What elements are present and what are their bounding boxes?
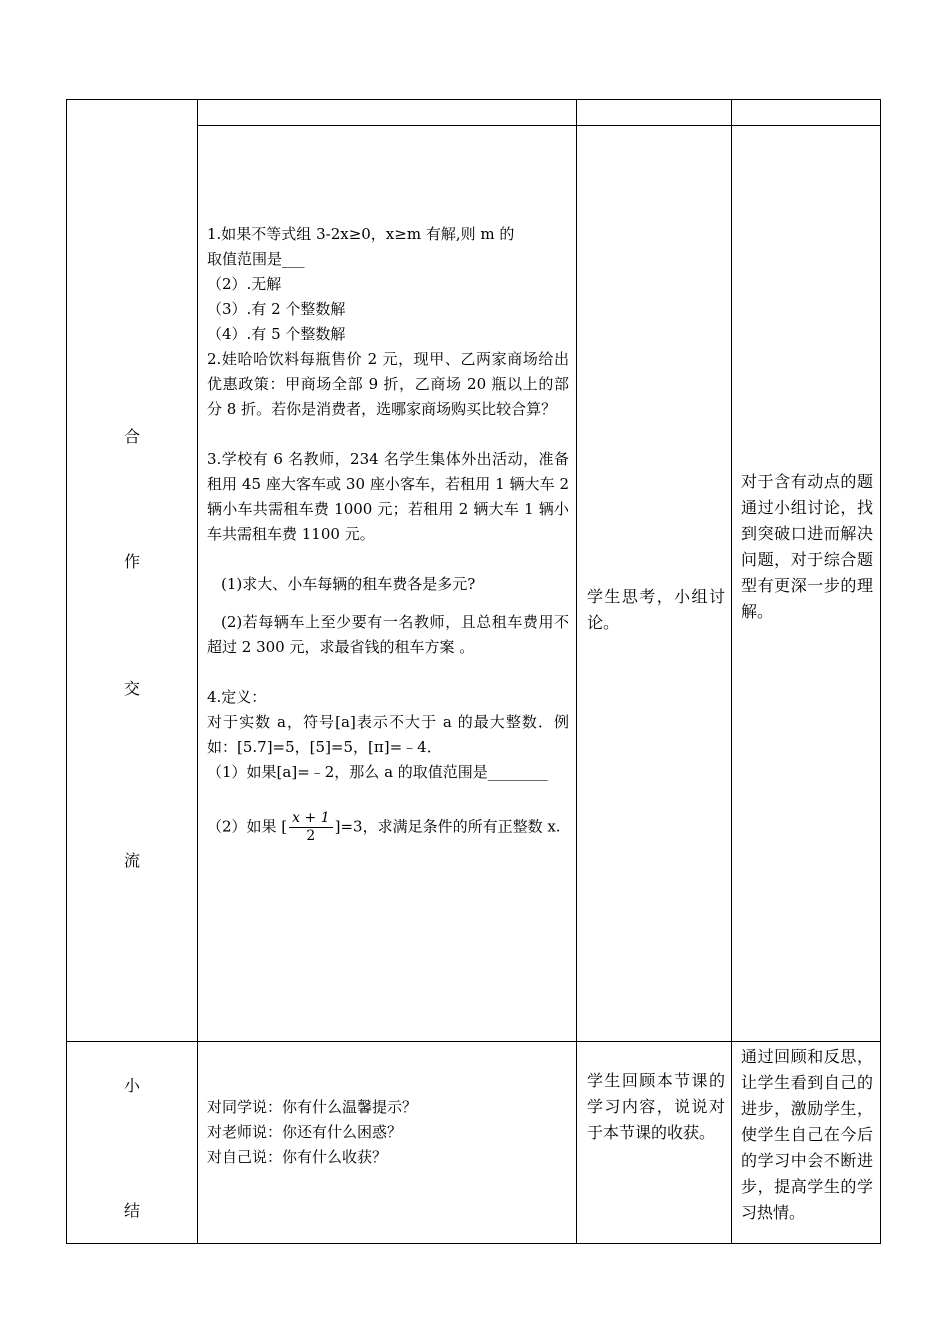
problem-3-question-1: (1)求大、小车每辆的租车费各是多元? xyxy=(221,575,476,593)
summary-design-intent-cell: 通过回顾和反思，让学生看到自己的进步，激励学生，使学生自己在今后的学习中会不断进步，提高学生的学习热情。 xyxy=(741,1047,873,1222)
problem-1-item-3: （3）.有 2 个整数解 xyxy=(207,300,346,318)
q2-prefix: （2）如果 [ xyxy=(207,817,288,836)
problem-3: 3.学校有 6 名教师，234 名学生集体外出活动，准备租用 45 座大客车或 30 座小客车，若租用 1 辆大车 2 辆小车共需租车费 1000 元；若租用 2 辆大车 1 辆小车共需租车费 1100 元。 xyxy=(207,450,569,543)
summary-line-self: 对自己说：你有什么收获？ xyxy=(207,1148,388,1166)
summary-line-teacher: 对老师说：你还有什么困惑？ xyxy=(207,1123,403,1141)
problem-4-title: 4.定义： xyxy=(207,688,267,706)
problem-1-stem: 1.如果不等式组 3-2x≥0，x≥m 有解,则 m 的 xyxy=(207,225,515,243)
stage-char-liu: 流 xyxy=(123,851,140,870)
problem-4-question-2 xyxy=(207,810,569,845)
fraction-denominator: 2 xyxy=(306,828,316,844)
fraction-numerator: x + 1 xyxy=(289,810,332,828)
stage-char-zuo: 作 xyxy=(123,552,140,571)
stage-char-jie: 结 xyxy=(123,1201,140,1220)
problem-3-question-2: (2)若每辆车上至少要有一名教师，且总租车费用不 超过 2 300 元，求最省钱的租车方案 。 xyxy=(207,613,569,656)
fraction xyxy=(289,810,332,845)
lesson-table xyxy=(66,99,881,1244)
problem-4-definition: 对于实数 a，符号[a]表示不大于 a 的最大整数．例如：[5.7]=5，[5]=5，[π]=﹣4． xyxy=(207,713,569,756)
stage-char-xiao: 小 xyxy=(123,1076,140,1095)
problem-1-stem-2: 取值范围是___ xyxy=(207,250,305,268)
problems-cell xyxy=(207,222,569,845)
summary-line-classmates: 对同学说：你有什么温馨提示？ xyxy=(207,1098,418,1116)
design-intent-cell: 对于含有动点的题通过小组讨论，找到突破口进而解决问题，对于综合题型有更深一步的理解。 xyxy=(741,472,873,621)
summary-cell xyxy=(207,1095,569,1170)
summary-student-activity-cell: 学生回顾本节课的学习内容，说说对于本节课的收获。 xyxy=(587,1071,725,1142)
column-divider xyxy=(197,100,198,1243)
problem-4-question-1: （1）如果[a]=﹣2，那么 a 的取值范围是________ xyxy=(207,763,548,781)
problem-2: 2.娃哈哈饮料每瓶售价 2 元，现甲、乙两家商场给出优惠政策：甲商场全部 9 折，乙商场 20 瓶以上的部分 8 折。若你是消费者，选哪家商场购买比较合算？ xyxy=(207,350,569,418)
stage-char-jiao: 交 xyxy=(123,679,140,698)
column-divider xyxy=(576,100,577,1243)
student-activity-cell: 学生思考，小组讨论。 xyxy=(587,587,725,632)
column-divider xyxy=(731,100,732,1243)
q2-suffix: ]=3，求满足条件的所有正整数 x. xyxy=(334,817,561,836)
row-divider xyxy=(67,1041,880,1042)
stage-char-he: 合 xyxy=(123,427,140,446)
problem-1-item-2: （2）.无解 xyxy=(207,275,282,293)
problem-1-item-4: （4）.有 5 个整数解 xyxy=(207,325,346,343)
row-divider xyxy=(197,125,880,126)
